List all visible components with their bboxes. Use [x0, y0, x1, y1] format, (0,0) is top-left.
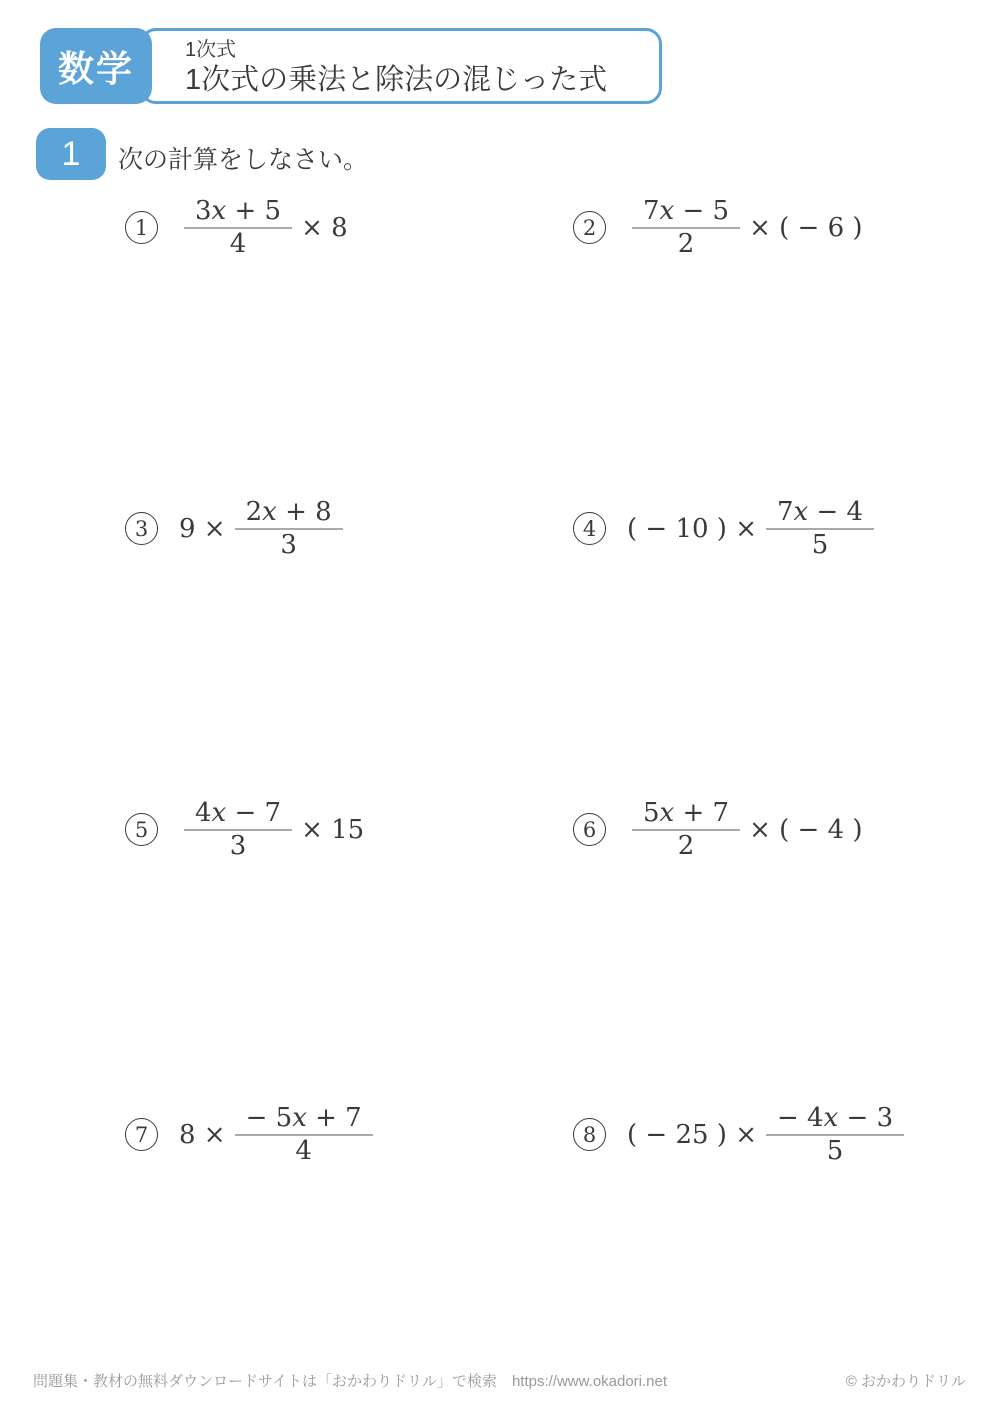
- fraction-denominator: 3: [229, 830, 247, 861]
- fraction: [766, 497, 874, 560]
- footer-site-info: 問題集・教材の無料ダウンロードサイトは「おかわりドリル」で検索 https://www.okadori.net: [33, 1373, 668, 1390]
- problem-number-badge: 6: [573, 813, 606, 846]
- expression-prefix: ( − 10 ) ×: [627, 513, 757, 544]
- page-footer: [0, 1370, 1000, 1394]
- fraction: [184, 798, 292, 861]
- math-expression: [625, 798, 865, 861]
- problem-number-badge: 3: [125, 512, 158, 545]
- math-expression: [177, 497, 350, 560]
- expression-prefix: 9 ×: [179, 513, 226, 544]
- expression-suffix: × ( − 6 ): [749, 212, 863, 243]
- fraction-numerator: 3x + 5: [195, 196, 282, 226]
- section-number: 1: [61, 134, 81, 173]
- fraction-denominator: 5: [811, 529, 829, 560]
- fraction-numerator: 7x − 4: [777, 497, 864, 527]
- fraction-denominator: 2: [677, 228, 695, 259]
- fraction: [632, 196, 740, 259]
- fraction-denominator: 4: [229, 228, 247, 259]
- math-expression: [177, 1103, 380, 1166]
- fraction-denominator: 5: [826, 1135, 844, 1166]
- fraction-numerator: − 5x + 7: [245, 1103, 362, 1133]
- fraction: [632, 798, 740, 861]
- problem-2: [573, 196, 865, 259]
- fraction-denominator: 4: [295, 1135, 312, 1166]
- fraction-numerator: 2x + 8: [245, 497, 332, 527]
- fraction: [766, 1103, 904, 1166]
- fraction: [235, 1103, 373, 1166]
- subject-badge-label: 数学: [57, 47, 134, 89]
- unit-subtitle: 1次式: [185, 39, 237, 61]
- expression-suffix: × 8: [301, 212, 348, 243]
- problem-5: [125, 798, 366, 861]
- page-title: 1次式の乗法と除法の混じった式: [185, 64, 608, 96]
- math-expression: [625, 497, 881, 560]
- expression-prefix: 8 ×: [179, 1119, 226, 1150]
- fraction-denominator: 2: [677, 830, 695, 861]
- subject-badge: [40, 28, 152, 104]
- math-expression: [625, 1103, 911, 1166]
- problem-number-badge: 4: [573, 512, 606, 545]
- problem-number-badge: 8: [573, 1118, 606, 1151]
- math-expression: [177, 798, 366, 861]
- fraction: [184, 196, 292, 259]
- math-expression: [177, 196, 350, 259]
- section-instruction: 次の計算をしなさい。: [118, 145, 369, 174]
- problem-8: [573, 1103, 911, 1166]
- problem-number-badge: 5: [125, 813, 158, 846]
- problem-3: [125, 497, 350, 560]
- fraction-numerator: 7x − 5: [643, 196, 730, 226]
- fraction-denominator: 3: [280, 529, 297, 560]
- problem-1: [125, 196, 350, 259]
- problem-number-badge: 7: [125, 1118, 158, 1151]
- problem-6: [573, 798, 865, 861]
- fraction: [235, 497, 343, 560]
- problem-7: [125, 1103, 380, 1166]
- expression-prefix: ( − 25 ) ×: [627, 1119, 757, 1150]
- problem-4: [573, 497, 881, 560]
- expression-suffix: × ( − 4 ): [749, 814, 863, 845]
- problem-number-badge: 2: [573, 211, 606, 244]
- footer-copyright: © おかわりドリル: [845, 1373, 966, 1390]
- math-expression: [625, 196, 865, 259]
- section-number-badge: [36, 128, 106, 180]
- fraction-numerator: 4x − 7: [195, 798, 282, 828]
- expression-suffix: × 15: [301, 814, 365, 845]
- problem-number-badge: 1: [125, 211, 158, 244]
- fraction-numerator: − 4x − 3: [777, 1103, 894, 1133]
- fraction-numerator: 5x + 7: [643, 798, 730, 828]
- title-box: [140, 28, 662, 104]
